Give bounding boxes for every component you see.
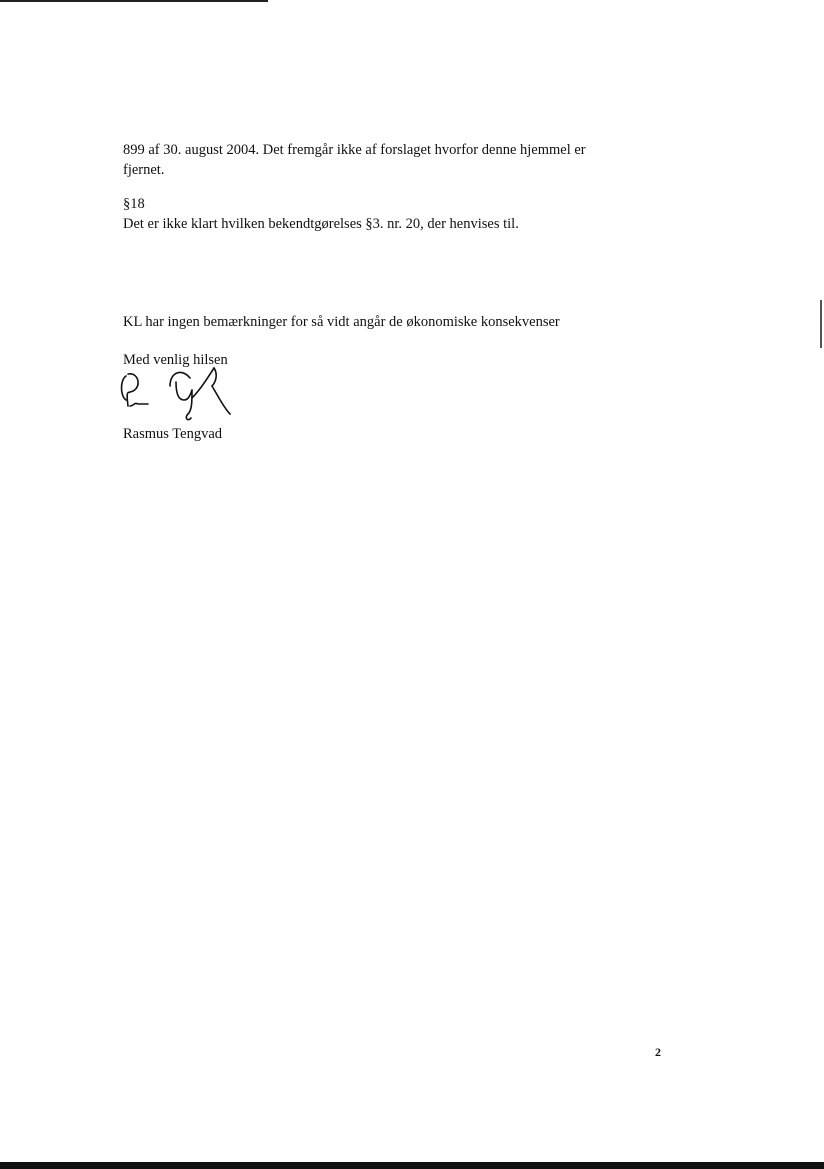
scan-edge-top <box>0 0 268 2</box>
conclusion-text: KL har ingen bemærkninger for så vidt angår de økonomiske konsekvenser <box>123 314 560 330</box>
section-heading: §18 <box>123 196 145 212</box>
page-number: 2 <box>655 1045 661 1059</box>
handwritten-signature <box>118 366 248 428</box>
body-text-line: 899 af 30. august 2004. Det fremgår ikke af forslaget hvorfor denne hjemmel er <box>123 142 586 158</box>
signer-name: Rasmus Tengvad <box>123 426 223 442</box>
scan-edge-right <box>820 300 822 348</box>
section-text: Det er ikke klart hvilken bekendtgørelses §3. nr. 20, der henvises til. <box>123 216 519 232</box>
scan-edge-bottom <box>0 1162 824 1169</box>
closing-greeting: Med venlig hilsen <box>123 352 228 368</box>
body-text-line: fjernet. <box>123 162 165 178</box>
